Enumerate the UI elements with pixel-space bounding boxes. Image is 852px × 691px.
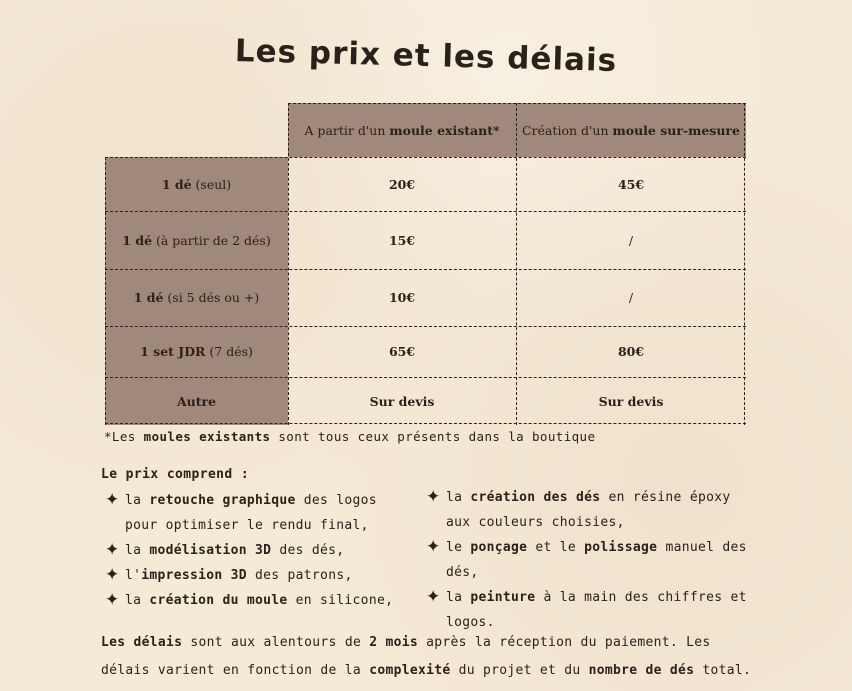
table-border	[105, 377, 746, 378]
list-item: ✦ la création des dés en résine époxy aux couleurs choisies,	[426, 487, 731, 530]
col-header-custom: Création d'un moule sur-mesure	[516, 103, 746, 157]
table-border	[105, 157, 746, 158]
table-border	[105, 157, 106, 425]
price-table	[105, 103, 746, 425]
table-border	[105, 211, 746, 212]
sparkle-star-icon: ✦	[105, 590, 120, 610]
footnote: *Les moules existants sont tous ceux présents dans la boutique	[104, 429, 596, 444]
table-border	[105, 326, 746, 327]
price-cell: 20€	[388, 176, 416, 192]
list-item: ✦ la modélisation 3D des dés,	[105, 538, 405, 563]
row-label: 1 dé (seul)	[105, 157, 288, 211]
sparkle-star-icon: ✦	[105, 490, 120, 510]
table-border	[288, 103, 746, 104]
sparkle-star-icon: ✦	[426, 587, 441, 607]
table-border	[744, 103, 745, 425]
list-item: ✦ le ponçage et le polissage manuel des dés,	[426, 537, 747, 580]
sparkle-star-icon: ✦	[426, 487, 441, 507]
price-cell: 15€	[388, 232, 416, 248]
includes-title: Le prix comprend :	[101, 467, 250, 482]
includes-list-right	[426, 485, 756, 635]
price-cell: 10€	[388, 290, 416, 305]
includes-list-left	[105, 488, 405, 613]
row-label: Autre	[105, 377, 288, 425]
price-cell: /	[628, 290, 634, 305]
sparkle-star-icon: ✦	[426, 537, 441, 557]
table-border	[105, 269, 746, 270]
col-header-existing: A partir d'un moule existant*	[288, 103, 516, 157]
price-cell: 45€	[617, 176, 645, 192]
price-cell: Sur devis	[369, 393, 435, 409]
price-cell: 80€	[617, 344, 645, 359]
row-label: 1 dé (à partir de 2 dés)	[105, 211, 288, 269]
table-border	[516, 103, 517, 425]
row-label: 1 set JDR (7 dés)	[105, 326, 288, 377]
table-border	[105, 423, 746, 424]
list-item: ✦ la retouche graphique des logos pour optimiser le rendu final,	[105, 490, 377, 533]
list-item: ✦ l'impression 3D des patrons,	[105, 563, 405, 588]
sparkle-star-icon: ✦	[105, 540, 120, 560]
page-title: Les prix et les délais	[234, 33, 618, 79]
delays-paragraph: Les délais sont aux alentours de 2 mois après la réception du paiement. Les délais varient en fonction de la complexité du projet et du nombre de dés total.	[101, 635, 752, 678]
price-cell: Sur devis	[598, 393, 664, 409]
price-cell: 65€	[388, 344, 416, 359]
row-label: 1 dé (si 5 dés ou +)	[105, 269, 288, 326]
sparkle-star-icon: ✦	[105, 565, 120, 585]
price-cell: /	[628, 232, 634, 248]
list-item: ✦ la création du moule en silicone,	[105, 588, 405, 613]
table-border	[288, 103, 289, 425]
list-item: ✦ la peinture à la main des chiffres et logos.	[426, 587, 747, 630]
